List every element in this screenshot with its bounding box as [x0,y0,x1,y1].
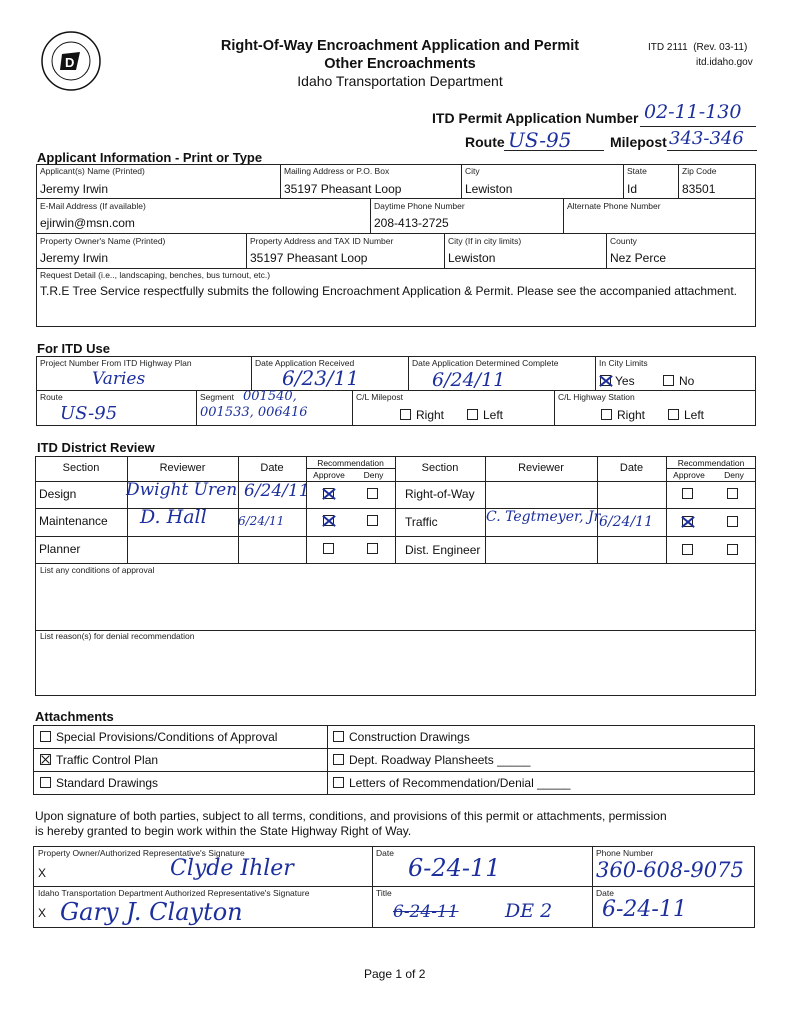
itd-route-field[interactable]: US-95 [60,403,118,424]
engineer-approve-checkbox[interactable] [682,544,693,555]
form-number: ITD 2111 (Rev. 03-11) [648,42,748,53]
zip-label: Zip Code [682,166,717,176]
maintenance-deny-checkbox[interactable] [367,515,378,526]
attach-letters-checkbox[interactable] [333,777,344,788]
milepost-right-label: Right [416,408,445,422]
property-city-field[interactable]: Lewiston [448,251,496,265]
review-section-right-of-way: Right-of-Way [405,487,475,501]
city-limits-label: In City Limits [599,358,648,368]
city-limits-yes-checkbox[interactable] [600,375,611,386]
col-date-right: Date [619,462,644,474]
milepost-left-label: Left [483,408,504,422]
milepost-left-checkbox[interactable] [467,409,478,420]
itd-use-section-title: For ITD Use [37,341,110,356]
phone-label: Daytime Phone Number [374,201,465,211]
segment-label: Segment [200,392,235,402]
attach-plansheets-checkbox[interactable] [333,754,344,765]
form-title: Right-Of-Way Encroachment Application and Permit [220,38,580,54]
city-limits-no-label: No [679,374,695,388]
request-detail-field[interactable]: T.R.E Tree Service respectfully submits the following Encroachment Application & Permit. Please see the accompanied attachment. [40,284,738,298]
attach-special-label: Special Provisions/Conditions of Approval [56,730,278,744]
owner-name-field[interactable]: Jeremy Irwin [40,251,109,265]
conditions-field[interactable] [40,578,750,626]
review-section-design: Design [39,487,77,501]
itd-logo [40,30,102,92]
project-number-field[interactable]: Varies [92,369,146,389]
owner-signature-field[interactable]: Clyde Ihler [170,856,294,881]
city-limits-no-checkbox[interactable] [663,375,674,386]
applicant-name-field[interactable]: Jeremy Irwin [40,182,109,196]
phone-field[interactable]: 208-413-2725 [374,216,449,230]
city-label: City [465,166,480,176]
station-left-checkbox[interactable] [668,409,679,420]
zip-field[interactable]: 83501 [682,182,716,196]
app-number-value[interactable]: 02-11-130 [644,101,742,123]
cl-station-label: C/L Highway Station [558,392,635,402]
engineer-deny-checkbox[interactable] [727,544,738,555]
state-label: State [627,166,647,176]
itd-signature-x: X [38,906,47,920]
review-date-traffic[interactable]: 6/24/11 [599,514,653,530]
cl-milepost-label: C/L Milepost [356,392,403,402]
form-subtitle: Other Encroachments [324,56,476,72]
owner-date-field[interactable]: 6-24-11 [408,854,501,882]
page-number: Page 1 of 2 [364,967,426,981]
property-city-label: City (If in city limits) [448,236,522,246]
alt-phone-label: Alternate Phone Number [567,201,661,211]
email-label: E-Mail Address (If available) [40,201,146,211]
review-section-traffic: Traffic [405,515,438,529]
review-reviewer-design[interactable]: Dwight Uren [126,480,238,500]
denial-field[interactable] [40,644,750,692]
design-deny-checkbox[interactable] [367,488,378,499]
property-address-label: Property Address and TAX ID Number [250,236,394,246]
review-section-planner: Planner [39,542,81,556]
request-detail-label: Request Detail (i.e.., landscaping, benches, bus turnout, etc.) [40,270,271,280]
city-limits-yes-label: Yes [615,374,635,388]
state-field[interactable]: Id [627,182,638,196]
attach-plansheets-label: Dept. Roadway Plansheets _____ [349,753,531,767]
row-deny-checkbox[interactable] [727,488,738,499]
itd-signature-label: Idaho Transportation Department Authorized Representative's Signature [38,888,310,898]
owner-phone-label: Phone Number [596,848,654,858]
route-value[interactable]: US-95 [508,128,572,152]
mailing-address-label: Mailing Address or P.O. Box [284,166,390,176]
app-number-label: ITD Permit Application Number [432,110,639,126]
col-recommendation-right: Recommendation [677,458,745,468]
review-reviewer-traffic[interactable]: C. Tegtmeyer, Jr. [486,509,604,525]
owner-signature-x: X [38,866,47,880]
col-reviewer-left: Reviewer [159,462,206,474]
email-field[interactable]: ejirwin@msn.com [40,216,135,230]
owner-phone-field[interactable]: 360-608-9075 [596,858,744,882]
owner-name-label: Property Owner's Name (Printed) [40,236,166,246]
svg-text:D: D [65,55,75,70]
review-date-maintenance[interactable]: 6/24/11 [238,514,285,528]
itd-date-field[interactable]: 6-24-11 [602,897,687,922]
col-deny-left: Deny [363,470,384,480]
applicant-name-label: Applicant(s) Name (Printed) [40,166,145,176]
attach-construction-checkbox[interactable] [333,731,344,742]
itd-title-label: Title [376,888,392,898]
milepost-value[interactable]: 343-346 [669,128,744,149]
attach-traffic-label: Traffic Control Plan [56,753,159,767]
city-field[interactable]: Lewiston [465,182,513,196]
attach-special-checkbox[interactable] [40,731,51,742]
station-right-label: Right [617,408,646,422]
station-right-checkbox[interactable] [601,409,612,420]
col-section-left: Section [62,462,100,474]
mailing-address-field[interactable]: 35197 Pheasant Loop [284,182,402,196]
review-date-design[interactable]: 6/24/11 [244,481,310,501]
attach-letters-label: Letters of Recommendation/Denial _____ [349,776,571,790]
attach-construction-label: Construction Drawings [349,730,470,744]
milepost-label: Milepost [610,134,667,150]
col-reviewer-right: Reviewer [518,462,564,474]
row-approve-checkbox[interactable] [682,488,693,499]
planner-deny-checkbox[interactable] [367,543,378,554]
col-approve-left: Approve [313,470,345,480]
itd-title-field[interactable]: DE 2 [505,900,553,922]
col-approve-right: Approve [673,470,705,480]
itd-title-struck: 6-24-11 [393,902,459,922]
attach-traffic-checkbox[interactable] [40,754,51,765]
conditions-label: List any conditions of approval [40,565,155,575]
segment-field-line1[interactable]: 001540, [243,389,297,404]
review-section-maintenance: Maintenance [39,514,108,528]
owner-signature-label: Property Owner/Authorized Representative's Signature [38,848,245,858]
county-label: County [610,236,637,246]
date-received-label: Date Application Received [255,358,355,368]
col-recommendation-left: Recommendation [317,458,384,468]
design-approve-checkbox[interactable] [323,488,334,499]
traffic-deny-checkbox[interactable] [727,516,738,527]
property-address-field[interactable]: 35197 Pheasant Loop [250,251,368,265]
applicant-section-title: Applicant Information - Print or Type [37,150,263,165]
traffic-approve-checkbox[interactable] [682,516,693,527]
attachments-section-title: Attachments [35,709,114,724]
department-name: Idaho Transportation Department [297,73,503,89]
denial-label: List reason(s) for denial recommendation [40,631,195,641]
segment-field-line2[interactable]: 001533, 006416 [200,405,308,420]
station-left-label: Left [684,408,705,422]
project-number-label: Project Number From ITD Highway Plan [40,358,192,368]
date-complete-field[interactable]: 6/24/11 [432,369,506,391]
website: itd.idaho.gov [696,57,753,68]
county-field[interactable]: Nez Perce [610,251,667,265]
col-deny-right: Deny [724,470,744,480]
col-section-right: Section [421,462,459,474]
alt-phone-field[interactable] [567,216,752,230]
owner-date-label: Date [376,848,394,858]
itd-route-label: Route [40,392,63,402]
date-received-field[interactable]: 6/23/11 [282,366,360,390]
attach-standard-checkbox[interactable] [40,777,51,788]
attach-standard-label: Standard Drawings [56,776,159,790]
planner-approve-checkbox[interactable] [323,543,334,554]
district-review-section-title: ITD District Review [37,440,155,455]
col-date-left: Date [260,462,284,474]
review-reviewer-maintenance[interactable]: D. Hall [140,506,207,528]
itd-date-label: Date [596,888,614,898]
maintenance-approve-checkbox[interactable] [323,515,334,526]
date-complete-label: Date Application Determined Complete [412,358,559,368]
review-section-dist-engineer: Dist. Engineer [405,543,481,557]
itd-signature-field[interactable]: Gary J. Clayton [60,898,243,926]
permission-statement: Upon signature of both parties, subject to all terms, conditions, and provisions of this permit or attachments, permission is hereby granted to begin work within the State Highway Right of Way. [35,809,667,838]
route-label: Route [465,134,505,150]
milepost-right-checkbox[interactable] [400,409,411,420]
